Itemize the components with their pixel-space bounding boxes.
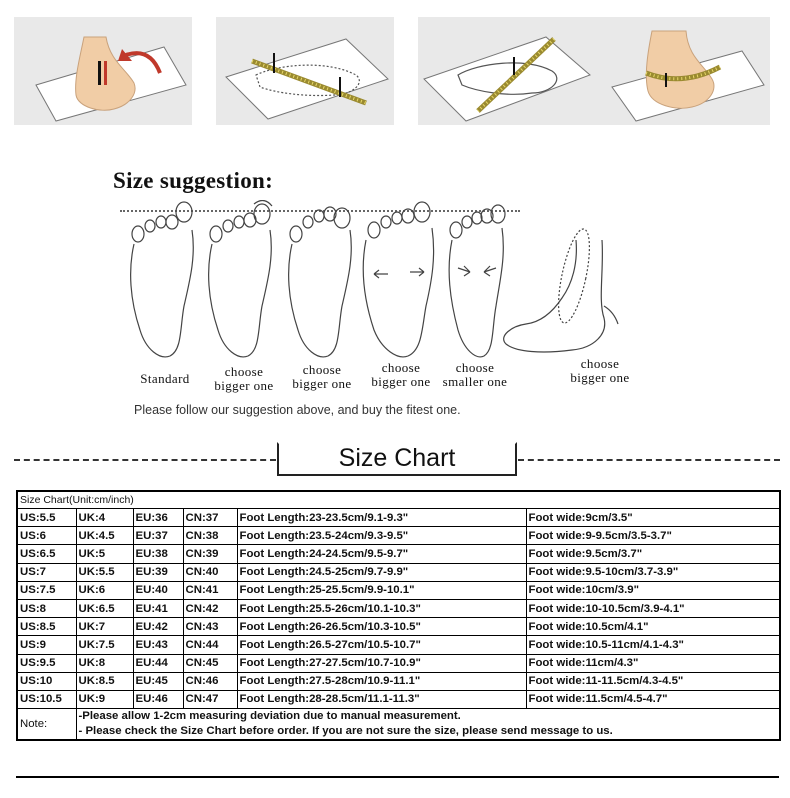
foot-circumference-icon [592, 17, 770, 125]
cell-eu: EU:38 [133, 545, 183, 563]
cell-uk: UK:5 [76, 545, 133, 563]
cell-length: Foot Length:24-24.5cm/9.5-9.7" [237, 545, 526, 563]
cell-uk: UK:8.5 [76, 672, 133, 690]
cell-cn: CN:41 [183, 581, 237, 599]
cell-us: US:10.5 [17, 690, 76, 708]
high-instep-foot-icon [504, 227, 618, 352]
cell-width: Foot wide:10.5cm/4.1" [526, 618, 780, 636]
cell-eu: EU:45 [133, 672, 183, 690]
foot-length-marking-icon [14, 17, 192, 125]
size-suggestion-title: Size suggestion: [113, 168, 274, 193]
cell-eu: EU:46 [133, 690, 183, 708]
cell-us: US:9 [17, 636, 76, 654]
label-standard: Standard [140, 371, 190, 386]
cell-length: Foot Length:25.5-26cm/10.1-10.3" [237, 599, 526, 617]
cell-length: Foot Length:27-27.5cm/10.7-10.9" [237, 654, 526, 672]
cell-us: US:9.5 [17, 654, 76, 672]
narrow-foot-icon [449, 205, 505, 357]
cell-eu: EU:44 [133, 654, 183, 672]
ruler-foot-length-icon [216, 17, 394, 125]
cell-width: Foot wide:11.5cm/4.5-4.7" [526, 690, 780, 708]
cell-eu: EU:40 [133, 581, 183, 599]
note-row [17, 709, 780, 741]
cell-uk: UK:4.5 [76, 527, 133, 545]
table-bottom-rule [16, 776, 779, 778]
cell-eu: EU:41 [133, 599, 183, 617]
cell-us: US:8 [17, 599, 76, 617]
cell-cn: CN:38 [183, 527, 237, 545]
label-wide-toe: choose bigger one [214, 364, 274, 393]
cell-uk: UK:7.5 [76, 636, 133, 654]
cell-eu: EU:39 [133, 563, 183, 581]
cell-eu: EU:37 [133, 527, 183, 545]
note-line-2: - Please check the Size Chart before order. If you are not sure the size, please send message to us. [78, 725, 613, 738]
cell-uk: UK:5.5 [76, 563, 133, 581]
cell-uk: UK:8 [76, 654, 133, 672]
cell-width: Foot wide:10.5-11cm/4.1-4.3" [526, 636, 780, 654]
cell-uk: UK:9 [76, 690, 133, 708]
cell-length: Foot Length:24.5-25cm/9.7-9.9" [237, 563, 526, 581]
note-label: Note: [17, 709, 76, 741]
cell-cn: CN:37 [183, 509, 237, 527]
cell-width: Foot wide:9cm/3.5" [526, 509, 780, 527]
wide-toe-foot-icon [209, 200, 272, 356]
heading-rule-left [14, 459, 276, 461]
ruler-foot-width-icon [418, 17, 596, 125]
cell-eu: EU:42 [133, 618, 183, 636]
cell-width: Foot wide:11-11.5cm/4.3-4.5" [526, 672, 780, 690]
cell-us: US:5.5 [17, 509, 76, 527]
cell-length: Foot Length:25-25.5cm/9.9-10.1" [237, 581, 526, 599]
wide-foot-icon [363, 202, 433, 357]
label-wide-foot: choose bigger one [371, 360, 431, 389]
cell-us: US:7.5 [17, 581, 76, 599]
standard-foot-icon [131, 202, 194, 357]
cell-width: Foot wide:9-9.5cm/3.5-3.7" [526, 527, 780, 545]
table-row [17, 563, 780, 581]
size-chart-heading: Size Chart [338, 444, 456, 472]
cell-width: Foot wide:11cm/4.3" [526, 654, 780, 672]
cell-cn: CN:43 [183, 618, 237, 636]
table-row [17, 509, 780, 527]
cell-cn: CN:39 [183, 545, 237, 563]
cell-us: US:6.5 [17, 545, 76, 563]
table-row [17, 545, 780, 563]
cell-width: Foot wide:9.5cm/3.7" [526, 545, 780, 563]
cell-uk: UK:6 [76, 581, 133, 599]
cell-eu: EU:36 [133, 509, 183, 527]
cell-us: US:7 [17, 563, 76, 581]
table-row [17, 618, 780, 636]
heading-rule-right [518, 459, 780, 461]
label-long-toe: choose bigger one [292, 362, 352, 391]
cell-width: Foot wide:9.5-10cm/3.7-3.9" [526, 563, 780, 581]
cell-cn: CN:46 [183, 672, 237, 690]
size-chart-table [16, 490, 781, 741]
note-line-1: -Please allow 1-2cm measuring deviation due to manual measurement. [78, 710, 461, 723]
cell-length: Foot Length:26.5-27cm/10.5-10.7" [237, 636, 526, 654]
cell-uk: UK:6.5 [76, 599, 133, 617]
table-row [17, 690, 780, 708]
table-row [17, 636, 780, 654]
cell-length: Foot Length:26-26.5cm/10.3-10.5" [237, 618, 526, 636]
cell-us: US:8.5 [17, 618, 76, 636]
cell-cn: CN:47 [183, 690, 237, 708]
table-caption-row [17, 491, 780, 509]
foot-shape-icons [120, 200, 660, 380]
cell-cn: CN:45 [183, 654, 237, 672]
cell-uk: UK:7 [76, 618, 133, 636]
table-row [17, 581, 780, 599]
suggestion-note: Please follow our suggestion above, and buy the fitest one. [134, 403, 461, 417]
table-row [17, 672, 780, 690]
cell-length: Foot Length:27.5-28cm/10.9-11.1" [237, 672, 526, 690]
label-narrow-foot: choose smaller one [442, 360, 508, 389]
table-caption: Size Chart(Unit:cm/inch) [17, 491, 780, 509]
table-row [17, 654, 780, 672]
note-text [76, 709, 780, 741]
cell-cn: CN:44 [183, 636, 237, 654]
table-row [17, 599, 780, 617]
long-toe-foot-icon [289, 207, 352, 357]
cell-uk: UK:4 [76, 509, 133, 527]
label-high-instep: choose bigger one [570, 356, 630, 385]
cell-cn: CN:40 [183, 563, 237, 581]
cell-cn: CN:42 [183, 599, 237, 617]
cell-us: US:6 [17, 527, 76, 545]
cell-eu: EU:43 [133, 636, 183, 654]
cell-width: Foot wide:10-10.5cm/3.9-4.1" [526, 599, 780, 617]
cell-length: Foot Length:23-23.5cm/9.1-9.3" [237, 509, 526, 527]
cell-length: Foot Length:28-28.5cm/11.1-11.3" [237, 690, 526, 708]
table-row [17, 527, 780, 545]
cell-us: US:10 [17, 672, 76, 690]
cell-width: Foot wide:10cm/3.9" [526, 581, 780, 599]
cell-length: Foot Length:23.5-24cm/9.3-9.5" [237, 527, 526, 545]
